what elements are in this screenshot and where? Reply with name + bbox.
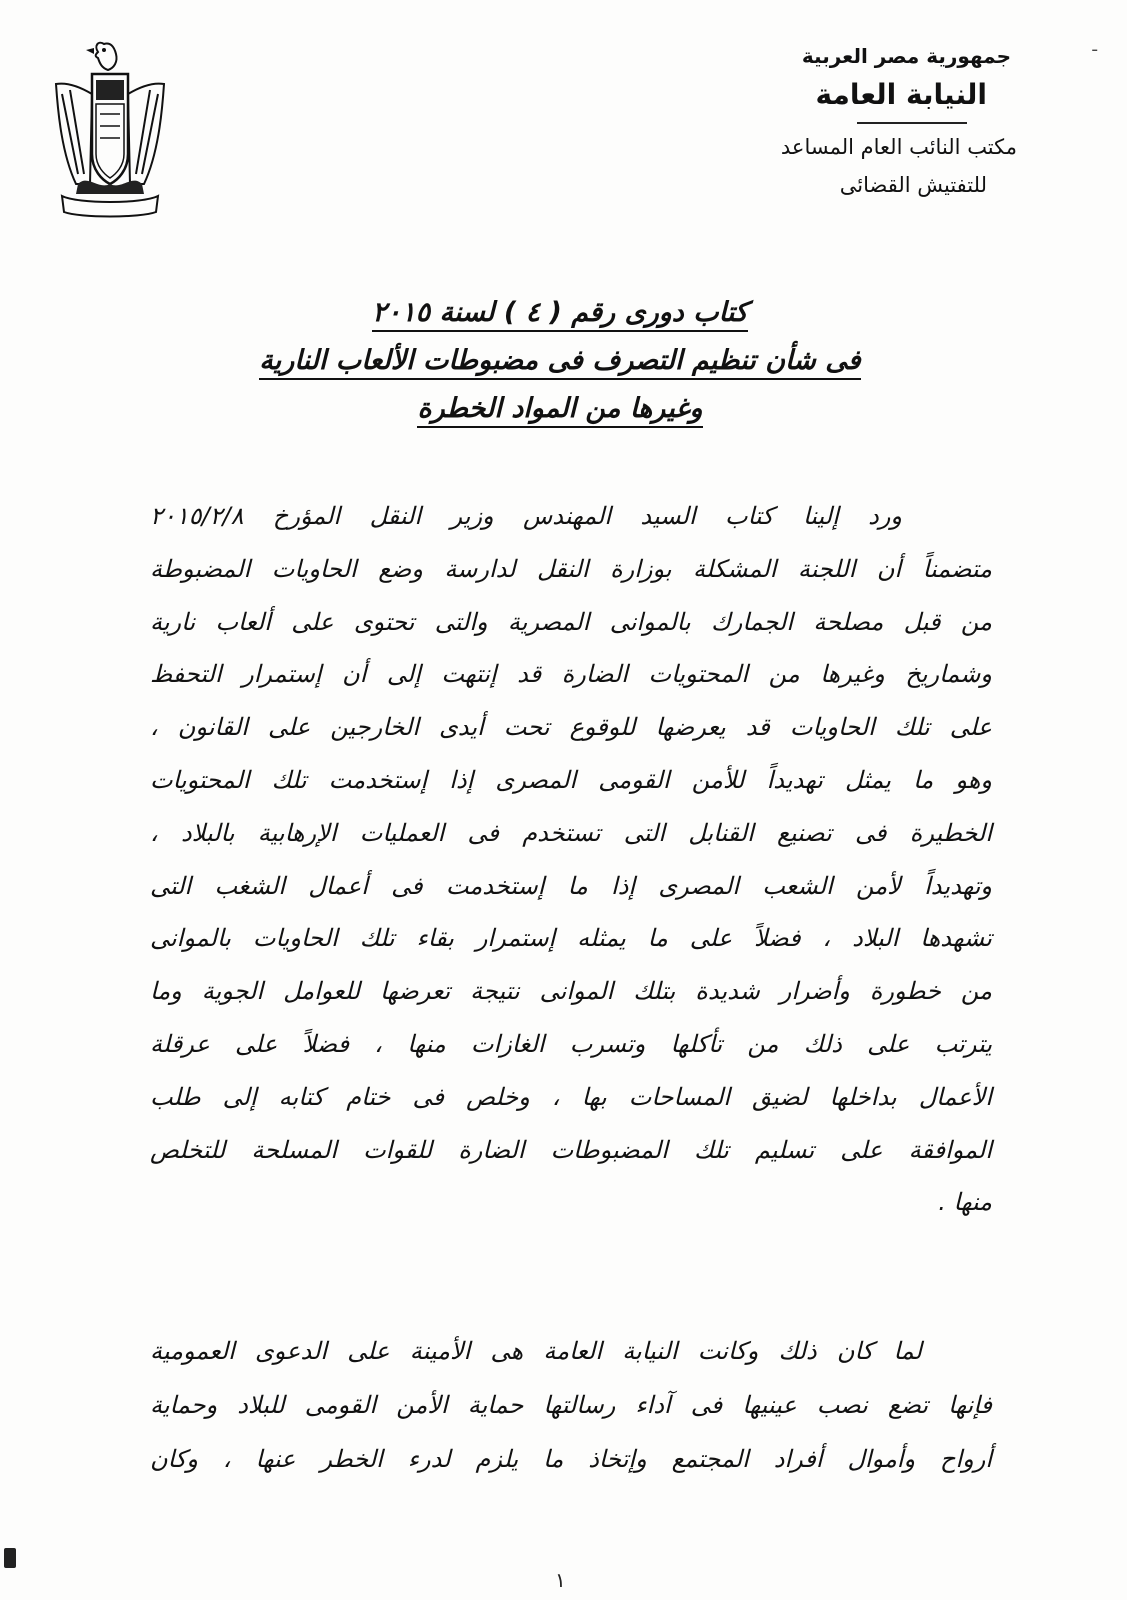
document-title [180, 294, 940, 438]
body-line: الموافقة على تسليم تلك المضبوطات الضارة للقوات المسلحة للتخلص [150, 1135, 992, 1164]
scan-edge-mark [4, 1548, 16, 1568]
authority-name: النيابة العامة [815, 78, 987, 111]
office-name: مكتب النائب العام المساعد [780, 135, 1017, 159]
eagle-emblem-icon [48, 34, 172, 220]
body-line: متضمناً أن اللجنة المشكلة بوزارة النقل لدارسة وضع الحاويات المضبوطة [150, 554, 992, 583]
title-line-2: فى شأن تنظيم التصرف فى مضبوطات الألعاب النارية [180, 342, 940, 380]
body-line: فإنها تضع نصب عينيها فى آداء رسالتها حماية الأمن القومى للبلاد وحماية [150, 1391, 992, 1419]
body-line: من قبل مصلحة الجمارك بالموانى المصرية والتى تحتوى على ألعاب نارية [150, 607, 992, 636]
body-line: الأعمال بداخلها لضيق المساحات بها ، وخلص فى ختام كتابه إلى طلب [150, 1082, 992, 1111]
body-paragraph-1 [150, 490, 992, 1229]
country-name: جمهورية مصر العربية [801, 44, 1011, 68]
body-line: ورد إلينا كتاب السيد المهندس وزير النقل المؤرخ ٢٠١٥/٢/٨ [150, 502, 902, 530]
corner-mark: ـ [1092, 36, 1097, 55]
title-line-1: كتاب دورى رقم ( ٤ ) لسنة ٢٠١٥ [180, 294, 940, 332]
body-line: وتهديداً لأمن الشعب المصرى إذا ما إستخدمت فى أعمال الشغب التى [150, 871, 993, 900]
body-line: يترتب على ذلك من تأكلها وتسرب الغازات منها ، فضلاً على عرقلة [150, 1029, 992, 1058]
header-divider [857, 122, 967, 124]
body-line: من خطورة وأضرار شديدة بتلك الموانى نتيجة تعرضها للعوامل الجوية وما [150, 977, 992, 1006]
department-name: للتفتيش القضائى [839, 173, 987, 197]
body-line: على تلك الحاويات قد يعرضها للوقوع تحت أيدى الخارجين على القانون ، [150, 713, 992, 742]
body-line: تشهدها البلاد ، فضلاً على ما يمثله إستمرار بقاء تلك الحاويات بالموانى [150, 924, 992, 953]
body-line: وشماريخ وغيرها من المحتويات الضارة قد إنتهت إلى أن إستمرار التحفظ [150, 660, 992, 689]
body-line: لما كان ذلك وكانت النيابة العامة هى الأمينة على الدعوى العمومية [150, 1337, 922, 1365]
body-line: الخطيرة فى تصنيع القنابل التى تستخدم فى العمليات الإرهابية بالبلاد ، [150, 818, 993, 847]
title-line-3: وغيرها من المواد الخطرة [180, 390, 940, 428]
page-number: ١ [555, 1568, 566, 1592]
letterhead [697, 42, 1017, 200]
body-paragraph-2 [150, 1324, 992, 1486]
body-line: وهو ما يمثل تهديداً للأمن القومى المصرى إذا إستخدمت تلك المحتويات [150, 765, 992, 794]
body-line: أرواح وأموال أفراد المجتمع وإتخاذ ما يلزم لدرء الخطر عنها ، وكان [150, 1445, 992, 1473]
body-line: منها . [938, 1188, 992, 1217]
